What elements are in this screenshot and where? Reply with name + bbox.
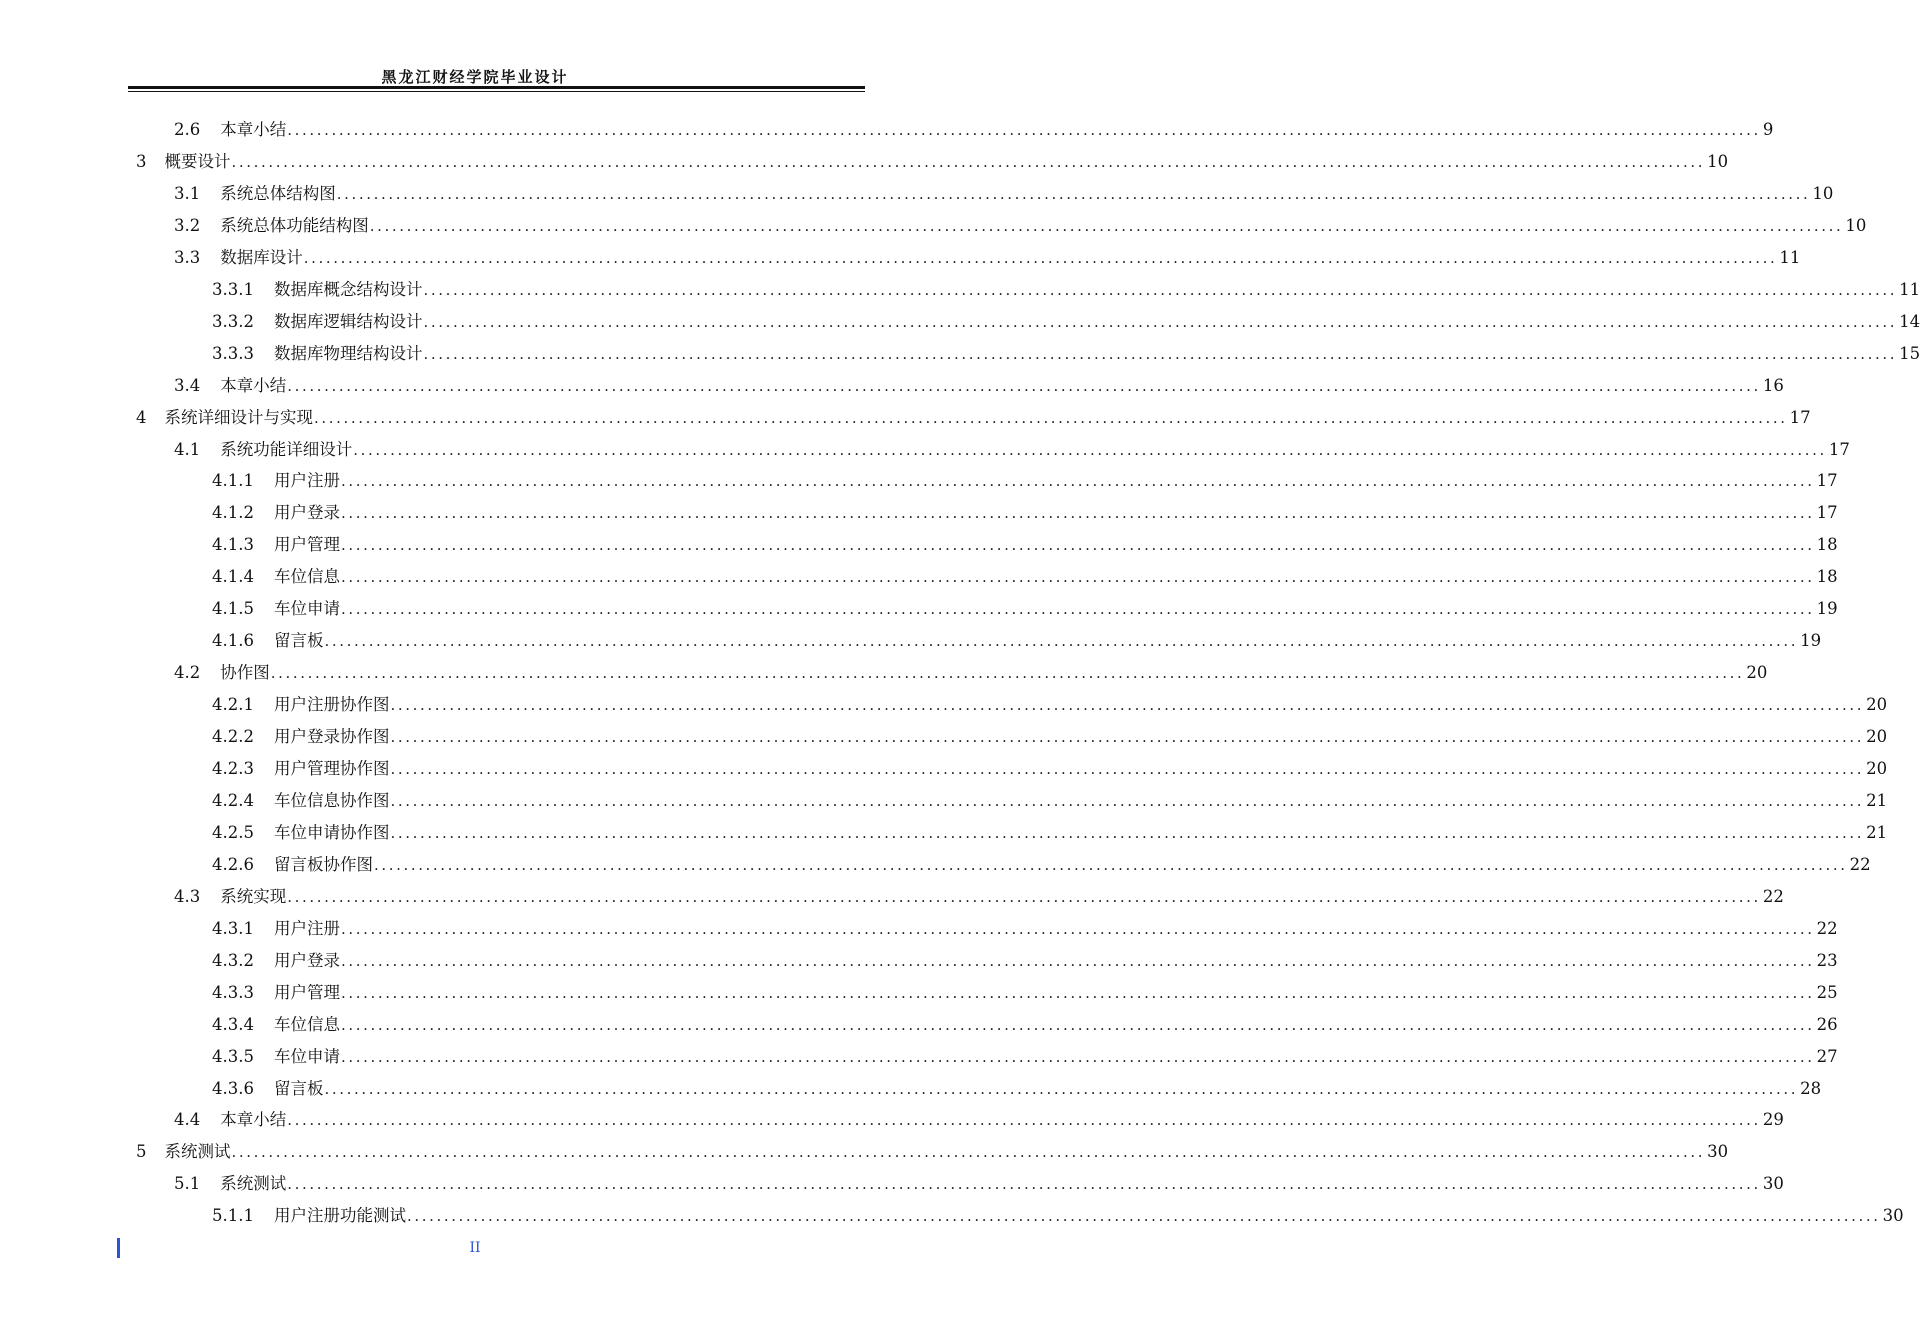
toc-entry-title: 用户登录 (273, 950, 340, 970)
toc-leader-dots: ........................................................................................................................................................................................................ (287, 1111, 1761, 1130)
toc-entry[interactable] (212, 977, 1838, 1009)
toc-leader-dots: ........................................................................................................................................................................................................ (390, 760, 1865, 778)
toc-entry-number: 3.4 (174, 375, 201, 395)
toc-entry[interactable] (212, 625, 1822, 657)
toc-entry-number: 2.6 (174, 120, 201, 139)
toc-entry[interactable] (212, 1041, 1838, 1073)
toc-entry-page: 19 (1816, 599, 1838, 619)
toc-entry-title: 系统测试 (220, 1174, 287, 1194)
toc-entry-number: 4.2.6 (212, 854, 254, 874)
toc-entry-page: 30 (1707, 1142, 1729, 1162)
toc-leader-dots: ........................................................................................................................................................................................................ (423, 312, 1898, 331)
toc-entry-number: 4.3.4 (212, 1014, 254, 1034)
toc-entry-number: 3.3 (174, 247, 201, 267)
toc-entry-page: 21 (1866, 822, 1888, 842)
toc-leader-dots: ........................................................................................................................................................................................................ (231, 152, 1706, 171)
toc-entry[interactable] (212, 274, 1920, 306)
toc-entry[interactable] (212, 817, 1888, 849)
toc-entry-title: 留言板 (273, 631, 324, 651)
toc-entry[interactable] (212, 753, 1888, 785)
toc-entry-page: 22 (1762, 886, 1784, 906)
toc-entry-page: 26 (1816, 1014, 1838, 1034)
toc-entry-page: 15 (1899, 343, 1920, 363)
toc-entry-number: 4.2.5 (212, 822, 254, 842)
toc-entry-title: 数据库设计 (220, 247, 303, 267)
toc-entry[interactable] (136, 146, 1729, 178)
toc-leader-dots: ........................................................................................................................................................................................................ (390, 696, 1865, 715)
toc-entry-number: 4.2.2 (212, 727, 254, 747)
header-rule-thin (128, 91, 865, 92)
toc-entry-page: 17 (1828, 439, 1850, 459)
toc-entry-title: 车位信息协作图 (273, 790, 390, 810)
toc-leader-dots: ........................................................................................................................................................................................................ (340, 568, 1815, 587)
toc-entry-title: 系统实现 (220, 886, 287, 906)
toc-entry-number: 3 (136, 151, 147, 171)
toc-entry-number: 4.1 (174, 439, 201, 459)
toc-entry[interactable] (174, 1168, 1784, 1200)
toc-entry-title: 车位申请协作图 (273, 822, 390, 842)
toc-entry[interactable] (174, 178, 1834, 210)
toc-entry[interactable] (212, 721, 1888, 753)
toc-entry-page: 30 (1762, 1174, 1784, 1194)
toc-entry[interactable] (174, 881, 1784, 913)
toc-entry-number: 4.2.4 (212, 790, 254, 810)
toc-entry[interactable] (212, 306, 1920, 338)
toc-entry[interactable] (212, 785, 1888, 817)
toc-leader-dots: ........................................................................................................................................................................................................ (369, 216, 1844, 235)
toc-entry-page: 25 (1816, 982, 1838, 1002)
toc-entry-page: 10 (1845, 215, 1867, 235)
toc-entry-page: 19 (1800, 631, 1822, 651)
toc-entry[interactable] (136, 402, 1811, 434)
toc-entry-page: 11 (1899, 279, 1920, 299)
toc-entry-page: 10 (1707, 151, 1729, 171)
toc-entry-title: 用户登录 (273, 503, 340, 523)
toc-leader-dots: ........................................................................................................................................................................................................ (287, 1175, 1761, 1194)
toc-leader-dots: ........................................................................................................................................................................................................ (340, 472, 1815, 491)
toc-entry-title: 留言板协作图 (273, 854, 373, 874)
running-header: 黑龙江财经学院毕业设计 (381, 68, 569, 86)
toc-entry-number: 5.1 (174, 1174, 201, 1194)
toc-entry-title: 用户注册功能测试 (273, 1206, 406, 1226)
toc-entry-page: 20 (1866, 695, 1888, 715)
toc-entry[interactable] (174, 657, 1768, 689)
toc-entry-page: 28 (1800, 1078, 1822, 1098)
toc-entry-page: 18 (1816, 567, 1838, 587)
toc-entry-title: 用户管理协作图 (273, 759, 390, 778)
toc-entry-number: 4.3.2 (212, 950, 254, 970)
toc-entry-title: 用户管理 (273, 982, 340, 1002)
toc-leader-dots: ........................................................................................................................................................................................................ (303, 248, 1778, 267)
toc-entry-number: 5 (136, 1142, 147, 1162)
toc-entry-title: 系统总体功能结构图 (220, 215, 369, 235)
toc-leader-dots: ........................................................................................................................................................................................................ (314, 408, 1788, 427)
toc-entry-page: 20 (1746, 663, 1768, 683)
toc-entry-title: 本章小结 (220, 375, 287, 395)
toc-entry[interactable] (212, 913, 1838, 945)
toc-entry[interactable] (212, 561, 1838, 593)
toc-entry-page: 10 (1812, 183, 1834, 203)
toc-entry-number: 4.2.3 (212, 759, 254, 778)
toc-entry[interactable] (212, 465, 1838, 497)
toc-entry-page: 22 (1816, 918, 1838, 938)
toc-leader-dots: ........................................................................................................................................................................................................ (324, 1079, 1799, 1098)
toc-entry-title: 车位申请 (273, 1046, 340, 1066)
toc-entry[interactable] (212, 497, 1838, 529)
toc-entry-number: 4.3.1 (212, 918, 254, 938)
toc-leader-dots: ........................................................................................................................................................................................................ (287, 121, 1761, 139)
toc-entry-number: 3.3.2 (212, 311, 254, 331)
toc-entry-title: 用户管理 (273, 535, 340, 555)
toc-entry-number: 5.1.1 (212, 1206, 254, 1226)
toc-entry-page: 23 (1816, 950, 1838, 970)
toc-leader-dots: ........................................................................................................................................................................................................ (270, 664, 1745, 683)
header-rule-thick (128, 86, 865, 89)
toc-entry-number: 4.2.1 (212, 695, 254, 715)
toc-entry-title: 本章小结 (220, 1110, 287, 1130)
toc-leader-dots: ........................................................................................................................................................................................................ (340, 504, 1815, 523)
toc-entry-number: 4 (136, 407, 147, 427)
toc-leader-dots: ........................................................................................................................................................................................................ (324, 632, 1799, 651)
toc-entry-number: 4.4 (174, 1110, 201, 1130)
toc-entry-title: 用户注册协作图 (273, 695, 390, 715)
toc-entry-page: 18 (1816, 535, 1838, 555)
footer-page-number: II (469, 1240, 481, 1256)
toc-entry-title: 车位信息 (273, 1014, 340, 1034)
toc-leader-dots: ........................................................................................................................................................................................................ (390, 791, 1865, 810)
toc-entry-page: 9 (1762, 120, 1774, 139)
toc-entry-number: 4.3 (174, 886, 201, 906)
toc-entry-title: 留言板 (273, 1078, 324, 1098)
toc-entry-page: 20 (1866, 759, 1888, 778)
toc-entry-number: 3.2 (174, 215, 201, 235)
toc-entry-title: 数据库概念结构设计 (273, 279, 423, 299)
toc-entry-page: 17 (1816, 503, 1838, 523)
toc-entry[interactable] (212, 1009, 1838, 1041)
toc-entry-title: 协作图 (220, 663, 270, 683)
toc-entry[interactable] (212, 1073, 1822, 1105)
toc-leader-dots: ........................................................................................................................................................................................................ (423, 280, 1898, 299)
toc-entry-page: 21 (1866, 790, 1888, 810)
toc-entry-title: 用户注册 (273, 471, 340, 491)
toc-entry-page: 14 (1899, 311, 1920, 331)
toc-entry-number: 4.2 (174, 663, 201, 683)
toc-leader-dots: ........................................................................................................................................................................................................ (340, 600, 1815, 619)
toc-leader-dots: ........................................................................................................................................................................................................ (353, 440, 1827, 459)
toc-entry-page: 17 (1816, 471, 1838, 491)
toc-entry-title: 用户登录协作图 (273, 727, 390, 747)
toc-entry-page: 11 (1779, 247, 1801, 267)
toc-entry-page: 20 (1866, 727, 1888, 747)
toc-entry[interactable] (212, 849, 1871, 881)
toc-entry[interactable] (174, 434, 1850, 466)
toc-entry-title: 车位信息 (273, 567, 340, 587)
toc-leader-dots: ........................................................................................................................................................................................................ (340, 919, 1815, 938)
toc-leader-dots: ........................................................................................................................................................................................................ (373, 855, 1848, 874)
toc-leader-dots: ........................................................................................................................................................................................................ (406, 1207, 1881, 1226)
toc-leader-dots: ........................................................................................................................................................................................................ (231, 1143, 1706, 1162)
toc-entry-number: 4.1.4 (212, 567, 254, 587)
toc-entry-title: 本章小结 (220, 120, 287, 139)
toc-entry-title: 系统详细设计与实现 (164, 407, 313, 427)
toc-entry-number: 3.3.1 (212, 279, 254, 299)
toc-leader-dots: ........................................................................................................................................................................................................ (340, 536, 1815, 555)
toc-leader-dots: ........................................................................................................................................................................................................ (287, 887, 1761, 906)
toc-entry-title: 系统测试 (164, 1142, 231, 1162)
toc-entry[interactable] (212, 945, 1838, 977)
toc-entry-title: 用户注册 (273, 918, 340, 938)
toc-leader-dots: ........................................................................................................................................................................................................ (340, 951, 1815, 970)
toc-entry-title: 概要设计 (164, 151, 231, 171)
toc-entry-title: 数据库物理结构设计 (273, 343, 423, 363)
toc-entry[interactable] (212, 593, 1838, 625)
toc-entry-number: 3.1 (174, 183, 201, 203)
toc-entry-page: 29 (1762, 1110, 1784, 1130)
toc-leader-dots: ........................................................................................................................................................................................................ (423, 344, 1898, 363)
toc-leader-dots: ........................................................................................................................................................................................................ (336, 184, 1811, 203)
toc-entry[interactable] (174, 1104, 1784, 1136)
toc-entry-page: 30 (1882, 1206, 1904, 1226)
toc-entry[interactable] (174, 210, 1867, 242)
toc-leader-dots: ........................................................................................................................................................................................................ (340, 983, 1815, 1002)
toc-entry-page: 16 (1762, 375, 1784, 395)
toc-entry-number: 4.1.6 (212, 631, 254, 651)
toc-entry[interactable] (212, 338, 1920, 370)
toc-entry[interactable] (212, 529, 1838, 561)
toc-leader-dots: ........................................................................................................................................................................................................ (390, 823, 1865, 842)
toc-entry[interactable] (174, 242, 1801, 274)
toc-entry-title: 系统总体结构图 (220, 183, 336, 203)
toc-entry-number: 4.3.6 (212, 1078, 254, 1098)
toc-entry-number: 4.1.1 (212, 471, 254, 491)
toc-leader-dots: ........................................................................................................................................................................................................ (340, 1047, 1815, 1066)
toc-entry-page: 17 (1789, 407, 1811, 427)
toc-entry[interactable] (136, 1136, 1729, 1168)
toc-entry-number: 4.3.3 (212, 982, 254, 1002)
toc-entry-page: 22 (1849, 854, 1871, 874)
toc-entry[interactable] (174, 114, 1774, 146)
toc-leader-dots: ........................................................................................................................................................................................................ (287, 376, 1761, 395)
toc-entry-title: 车位申请 (273, 599, 340, 619)
toc-entry[interactable] (212, 1200, 1904, 1232)
toc-entry-title: 数据库逻辑结构设计 (273, 311, 423, 331)
toc-leader-dots: ........................................................................................................................................................................................................ (390, 728, 1865, 747)
toc-entry-page: 27 (1816, 1046, 1838, 1066)
toc-entry-number: 3.3.3 (212, 343, 254, 363)
toc-entry[interactable] (174, 370, 1784, 402)
toc-entry[interactable] (212, 689, 1888, 721)
toc-entry-number: 4.1.3 (212, 535, 254, 555)
toc-entry-number: 4.3.5 (212, 1046, 254, 1066)
toc-entry-number: 4.1.5 (212, 599, 254, 619)
toc-entry-title: 系统功能详细设计 (220, 439, 353, 459)
toc-entry-number: 4.1.2 (212, 503, 254, 523)
toc-leader-dots: ........................................................................................................................................................................................................ (340, 1015, 1815, 1034)
